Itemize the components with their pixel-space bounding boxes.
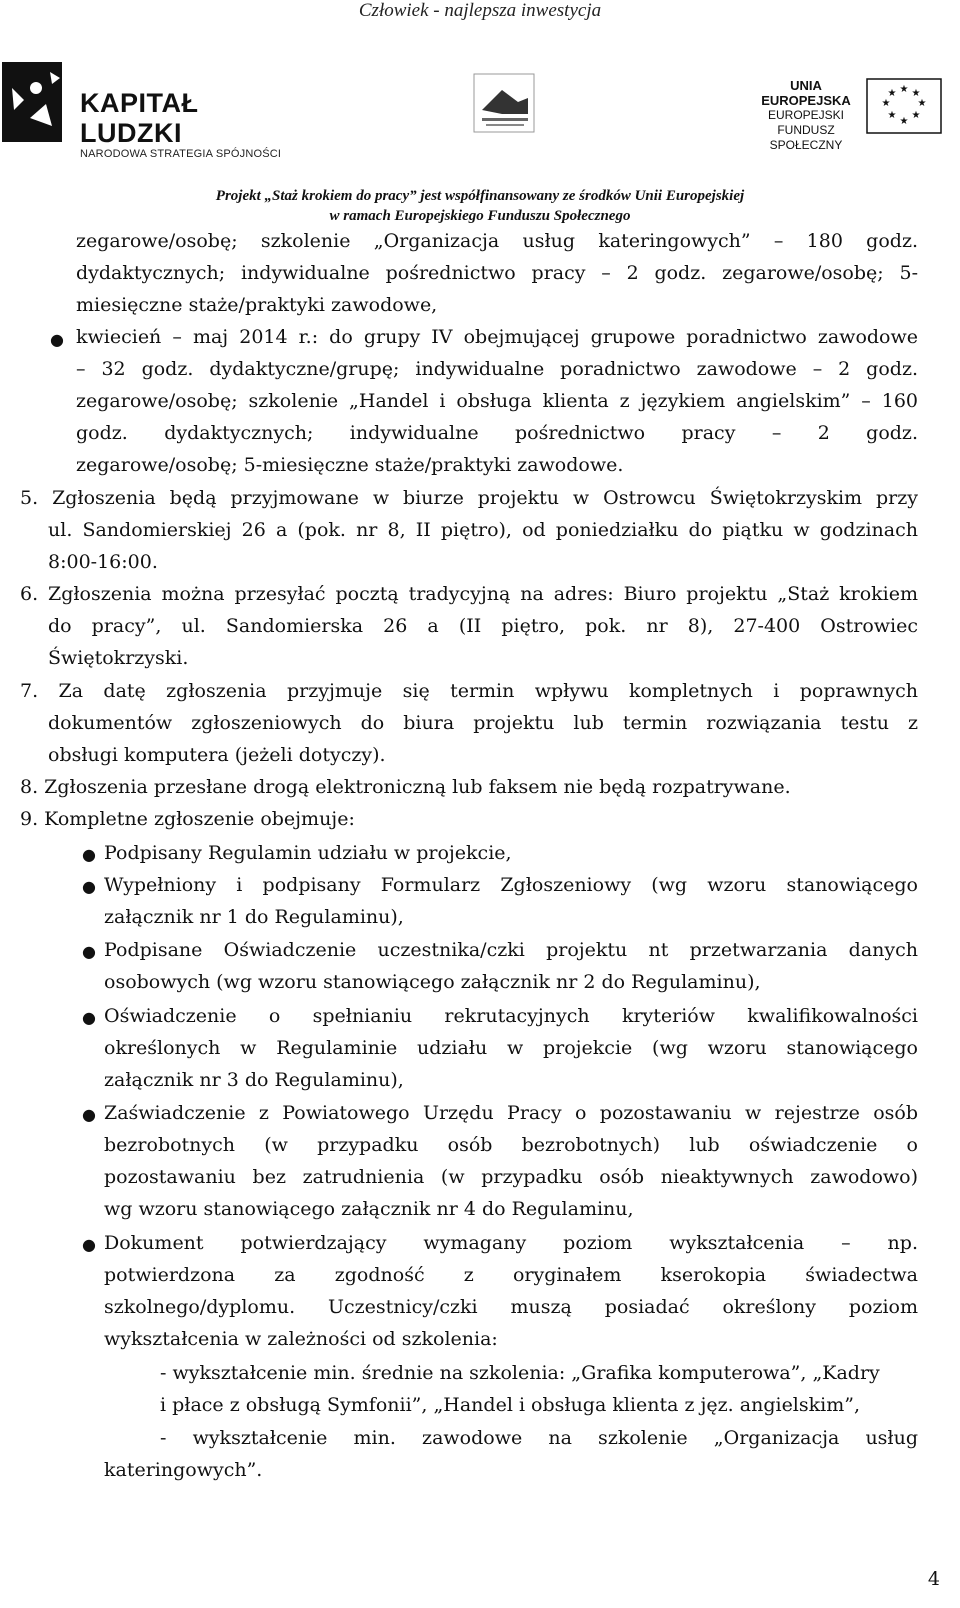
svg-text:★: ★ xyxy=(899,116,909,127)
text-line: Dokument potwierdzający wymagany poziom wykształcenia – np. xyxy=(104,1232,918,1254)
text-line: zegarowe/osobę; szkolenie „Organizacja usług kateringowych” – 180 godz. xyxy=(76,230,918,252)
text-line: 8. Zgłoszenia przesłane drogą elektroniczną lub faksem nie będą rozpatrywane. xyxy=(20,776,791,798)
text-line: potwierdzona za zgodność z oryginałem kserokopia świadectwa xyxy=(104,1264,918,1286)
text-line: szkolnego/dyplomu. Uczestnicy/czki muszą posiadać określony poziom xyxy=(104,1296,918,1318)
text-line: dokumentów zgłoszeniowych do biura projektu lub termin rozwiązania testu z xyxy=(48,712,918,734)
text-line: zegarowe/osobę; 5-miesięczne staże/praktyki zawodowe. xyxy=(76,454,624,476)
text-line: obsługi komputera (jeżeli dotyczy). xyxy=(48,744,386,766)
bullet-icon: ● xyxy=(82,1008,96,1027)
text-line: Świętokrzyski. xyxy=(48,647,189,669)
text-line: załącznik nr 3 do Regulaminu), xyxy=(104,1069,404,1091)
text-line: Zaświadczenie z Powiatowego Urzędu Pracy o pozostawaniu w rejestrze osób xyxy=(104,1102,918,1124)
ue-line3: FUNDUSZ SPOŁECZNY xyxy=(769,123,843,152)
ue-title: UNIA EUROPEJSKA xyxy=(761,78,851,108)
svg-text:★: ★ xyxy=(899,84,909,95)
text-line: miesięczne staże/praktyki zawodowe, xyxy=(76,294,438,316)
bullet-icon: ● xyxy=(82,942,96,961)
text-line: załącznik nr 1 do Regulaminu), xyxy=(104,906,404,928)
kapital-ludzki-title: KAPITAŁ LUDZKI xyxy=(80,88,199,148)
text-line: 7. Za datę zgłoszenia przyjmuje się termin wpływu kompletnych i poprawnych xyxy=(20,680,918,702)
page-number: 4 xyxy=(927,1568,940,1590)
svg-text:★: ★ xyxy=(917,98,927,109)
text-line: 6. Zgłoszenia można przesyłać pocztą tradycyjną na adres: Biuro projektu „Staż krokiem xyxy=(20,583,918,605)
project-info xyxy=(0,186,960,226)
bullet-icon: ● xyxy=(82,1105,96,1124)
svg-text:★: ★ xyxy=(887,110,897,121)
text-line: osobowych (wg wzoru stanowiącego załącznik nr 2 do Regulaminu), xyxy=(104,971,761,993)
text-line: 5. Zgłoszenia będą przyjmowane w biurze projektu w Ostrowcu Świętokrzyskim przy xyxy=(20,487,918,509)
text-line: Wypełniony i podpisany Formularz Zgłoszeniowy (wg wzoru stanowiącego xyxy=(104,874,918,896)
kapital-ludzki-subtitle: NARODOWA STRATEGIA SPÓJNOŚCI xyxy=(80,148,282,160)
header-motto: Człowiek - najlepsza inwestycja xyxy=(358,0,602,21)
text-line: do pracy”, ul. Sandomierska 26 a (II piętro, pok. nr 8), 27-400 Ostrowiec xyxy=(48,615,918,637)
project-line-1: Projekt „Staż krokiem do pracy” jest współfinansowany ze środków Unii Europejskiej xyxy=(215,188,745,204)
text-line: bezrobotnych (w przypadku osób bezrobotnych) lub oświadczenie o xyxy=(104,1134,918,1156)
kapital-ludzki-logo xyxy=(0,58,290,160)
text-line: dydaktycznych; indywidualne pośrednictwo pracy – 2 godz. zegarowe/osobę; 5- xyxy=(76,262,918,284)
bullet-icon: ● xyxy=(82,1235,96,1254)
wup-emblem-icon xyxy=(472,72,542,142)
text-line: Podpisany Regulamin udziału w projekcie, xyxy=(104,842,512,864)
kapital-ludzki-emblem-icon xyxy=(0,58,80,148)
bullet-icon: ● xyxy=(82,877,96,896)
text-line: Oświadczenie o spełnianiu rekrutacyjnych kryteriów kwalifikowalności xyxy=(104,1005,918,1027)
text-line: 9. Kompletne zgłoszenie obejmuje: xyxy=(20,808,355,830)
text-line: 8:00-16:00. xyxy=(48,551,158,573)
text-line: kateringowych”. xyxy=(104,1459,263,1481)
text-line: zegarowe/osobę; szkolenie „Handel i obsługa klienta z językiem angielskim” – 160 xyxy=(76,390,918,412)
svg-text:★: ★ xyxy=(911,110,921,121)
text-line: wykształcenia w zależności od szkolenia: xyxy=(104,1328,498,1350)
text-line: godz. dydaktycznych; indywidualne pośrednictwo pracy – 2 godz. xyxy=(76,422,918,444)
project-line-2: w ramach Europejskiego Funduszu Społecznego xyxy=(329,208,631,224)
ue-logo xyxy=(752,78,952,152)
text-line: pozostawaniu bez zatrudnienia (w przypadku osób nieaktywnych zawodowo) xyxy=(104,1166,918,1188)
text-line: Podpisane Oświadczenie uczestnika/czki projektu nt przetwarzania danych xyxy=(104,939,918,961)
text-line: i płace z obsługą Symfonii”, „Handel i obsługa klienta z jęz. angielskim”, xyxy=(160,1394,860,1416)
eu-flag-icon xyxy=(866,78,942,134)
ue-line2: EUROPEJSKI xyxy=(767,108,845,122)
bullet-icon: ● xyxy=(50,330,64,349)
text-line: - wykształcenie min. średnie na szkolenia: „Grafika komputerowa”, „Kadry xyxy=(160,1362,880,1384)
svg-text:★: ★ xyxy=(911,88,921,99)
bullet-icon: ● xyxy=(82,845,96,864)
text-line: - wykształcenie min. zawodowe na szkolenie „Organizacja usług xyxy=(160,1427,918,1449)
wup-logo xyxy=(472,72,542,142)
text-line: kwiecień – maj 2014 r.: do grupy IV obejmującej grupowe poradnictwo zawodowe xyxy=(76,326,918,348)
text-line: ul. Sandomierskiej 26 a (pok. nr 8, II piętro), od poniedziałku do piątku w godzinach xyxy=(48,519,918,541)
svg-text:★: ★ xyxy=(887,88,897,99)
text-line: – 32 godz. dydaktyczne/grupę; indywidualne poradnictwo zawodowe – 2 godz. xyxy=(76,358,918,380)
svg-text:★: ★ xyxy=(881,98,891,109)
text-line: określonych w Regulaminie udziału w projekcie (wg wzoru stanowiącego xyxy=(104,1037,918,1059)
text-line: wg wzoru stanowiącego załącznik nr 4 do Regulaminu, xyxy=(104,1198,634,1220)
